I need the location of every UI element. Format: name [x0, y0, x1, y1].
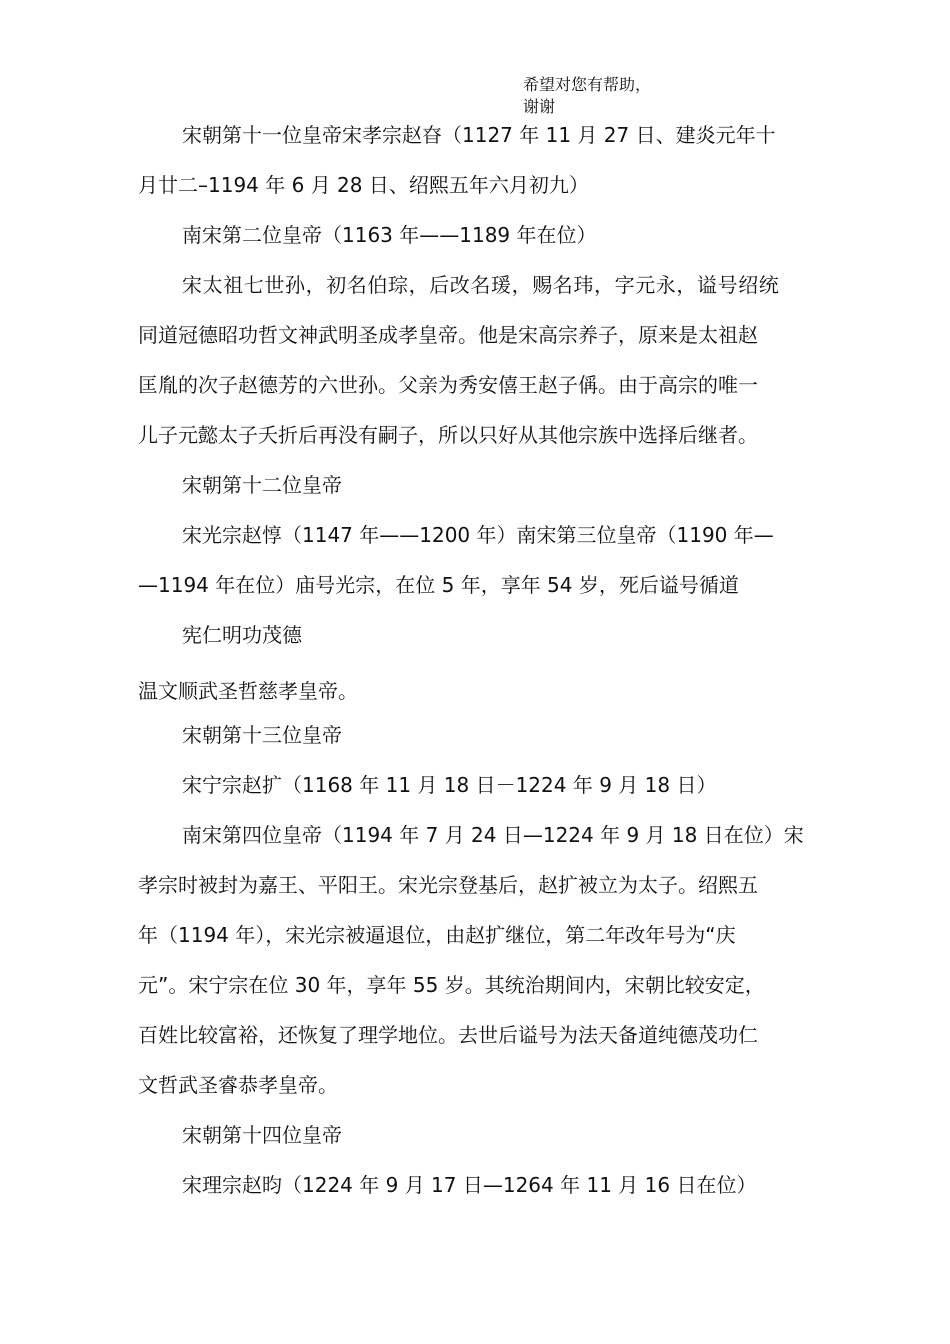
paragraph-line: 同道冠德昭功哲文神武明圣成孝皇帝。他是宋高宗养子，原来是太祖赵: [138, 323, 758, 347]
paragraph-line: 宪仁明功茂德: [182, 623, 302, 647]
paragraph-line: 孝宗时被封为嘉王、平阳王。宋光宗登基后，赵扩被立为太子。绍熙五: [138, 873, 758, 897]
header-note-line-2: 谢谢: [523, 97, 556, 116]
paragraph-line: 文哲武圣睿恭孝皇帝。: [138, 1073, 338, 1097]
paragraph-line: 年（1194 年），宋光宗被逼退位，由赵扩继位，第二年改年号为“庆: [138, 923, 736, 947]
section-heading: 宋朝第十二位皇帝: [182, 473, 342, 497]
paragraph-line: 宋光宗赵惇（1147 年——1200 年）南宋第三位皇帝（1190 年—: [182, 523, 774, 547]
document-body: [138, 120, 822, 1220]
paragraph-line: 南宋第四位皇帝（1194 年 7 月 24 日—1224 年 9 月 18 日在位）宋: [182, 823, 804, 847]
paragraph-line: 匡胤的次子赵德芳的六世孙。父亲为秀安僖王赵子偁。由于高宗的唯一: [138, 373, 758, 397]
paragraph-line: 温文顺武圣哲慈孝皇帝。: [138, 679, 358, 703]
paragraph-line: 南宋第二位皇帝（1163 年——1189 年在位）: [182, 223, 597, 247]
paragraph-line: 月廿二–1194 年 6 月 28 日、绍熙五年六月初九）: [138, 173, 589, 197]
paragraph-line: 宋朝第十一位皇帝宋孝宗赵昚（1127 年 11 月 27 日、建炎元年十: [182, 123, 776, 147]
section-heading: 宋朝第十三位皇帝: [182, 723, 342, 747]
paragraph-line: 元”。宋宁宗在位 30 年，享年 55 岁。其统治期间内，宋朝比较安定，: [138, 973, 765, 997]
header-note-line-1: 希望对您有帮助，: [523, 75, 652, 94]
section-heading: 宋朝第十四位皇帝: [182, 1123, 342, 1147]
paragraph-line: 儿子元懿太子夭折后再没有嗣子，所以只好从其他宗族中选择后继者。: [138, 423, 758, 447]
paragraph-line: 宋理宗赵昀（1224 年 9 月 17 日—1264 年 11 月 16 日在位）: [182, 1173, 757, 1197]
paragraph-line: —1194 年在位）庙号光宗，在位 5 年，享年 54 岁，死后谥号循道: [138, 573, 739, 597]
paragraph-line: 宋宁宗赵扩（1168 年 11 月 18 日－1224 年 9 月 18 日）: [182, 773, 717, 797]
header-note: [523, 74, 723, 118]
paragraph-line: 百姓比较富裕，还恢复了理学地位。去世后谥号为法天备道纯德茂功仁: [138, 1023, 758, 1047]
paragraph-line: 宋太祖七世孙，初名伯琮，后改名瑗，赐名玮，字元永，谥号绍统: [182, 273, 780, 297]
